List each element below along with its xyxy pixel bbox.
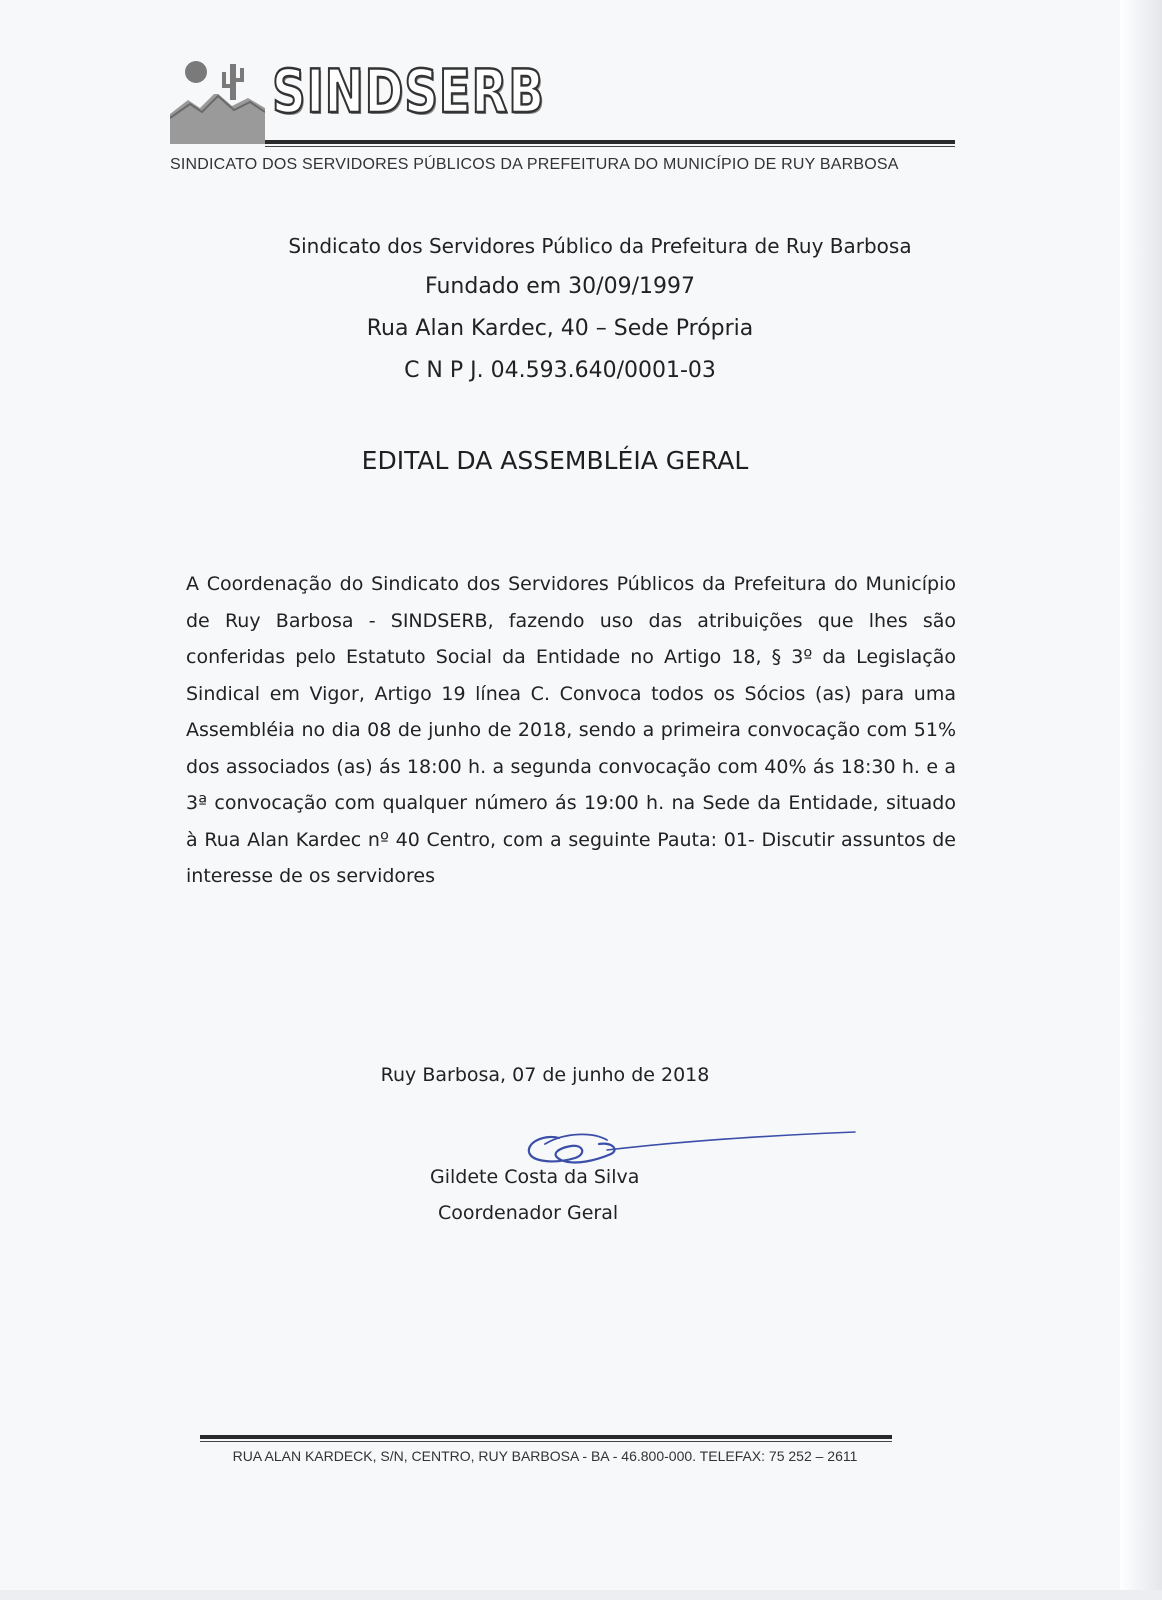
scan-edge-right: [1120, 0, 1162, 1600]
signer-role: Coordenador Geral: [438, 1202, 619, 1224]
scan-edge-bottom: [0, 1590, 1162, 1600]
organization-address: Rua Alan Kardec, 40 – Sede Própria: [366, 316, 754, 341]
signer-name: Gildete Costa da Silva: [430, 1166, 640, 1188]
organization-name: Sindicato dos Servidores Público da Prefeitura de Ruy Barbosa: [288, 234, 912, 258]
footer-address: RUA ALAN KARDECK, S/N, CENTRO, RUY BARBOSA - BA - 46.800-000. TELEFAX: 75 252 – 2611: [232, 1448, 858, 1464]
header-divider: [265, 140, 955, 144]
organization-cnpj: C N P J. 04.593.640/0001-03: [404, 358, 716, 383]
footer-divider: [200, 1435, 892, 1439]
document-body: A Coordenação do Sindicato dos Servidores Públicos da Prefeitura do Município de Ruy Barbosa - SINDSERB, fazendo uso das atribuições que lhes são conferidas pelo Estatuto Social da Entidade no Artigo 18, § 3º da Legislação Sindical em Vigor, Artigo 19 línea C. Convoca todos os Sócios (as) para uma Assembléia no dia 08 de junho de 2018, sendo a primeira convocação com 51% dos associados (as) ás 18:00 h. a segunda convocação com 40% ás 18:30 h. e a 3ª convocação com qualquer número ás 19:00 h. na Sede da Entidade, situado à Rua Alan Kardec nº 40 Centro, com a seguinte Pauta: 01- Discutir assuntos de interesse de os servidores: [186, 573, 956, 887]
footer-divider-thin: [200, 1441, 892, 1442]
organization-founded: Fundado em 30/09/1997: [425, 274, 695, 299]
header-subtitle: SINDICATO DOS SERVIDORES PÚBLICOS DA PREFEITURA DO MUNICÍPIO DE RUY BARBOSA: [170, 156, 899, 173]
date-line: Ruy Barbosa, 07 de junho de 2018: [380, 1064, 710, 1086]
sindserb-logo-icon: [170, 58, 265, 144]
logo-wordmark: SINDSERB: [272, 57, 545, 127]
header-divider-thin: [265, 146, 955, 147]
document-title: EDITAL DA ASSEMBLÉIA GERAL: [361, 446, 749, 475]
